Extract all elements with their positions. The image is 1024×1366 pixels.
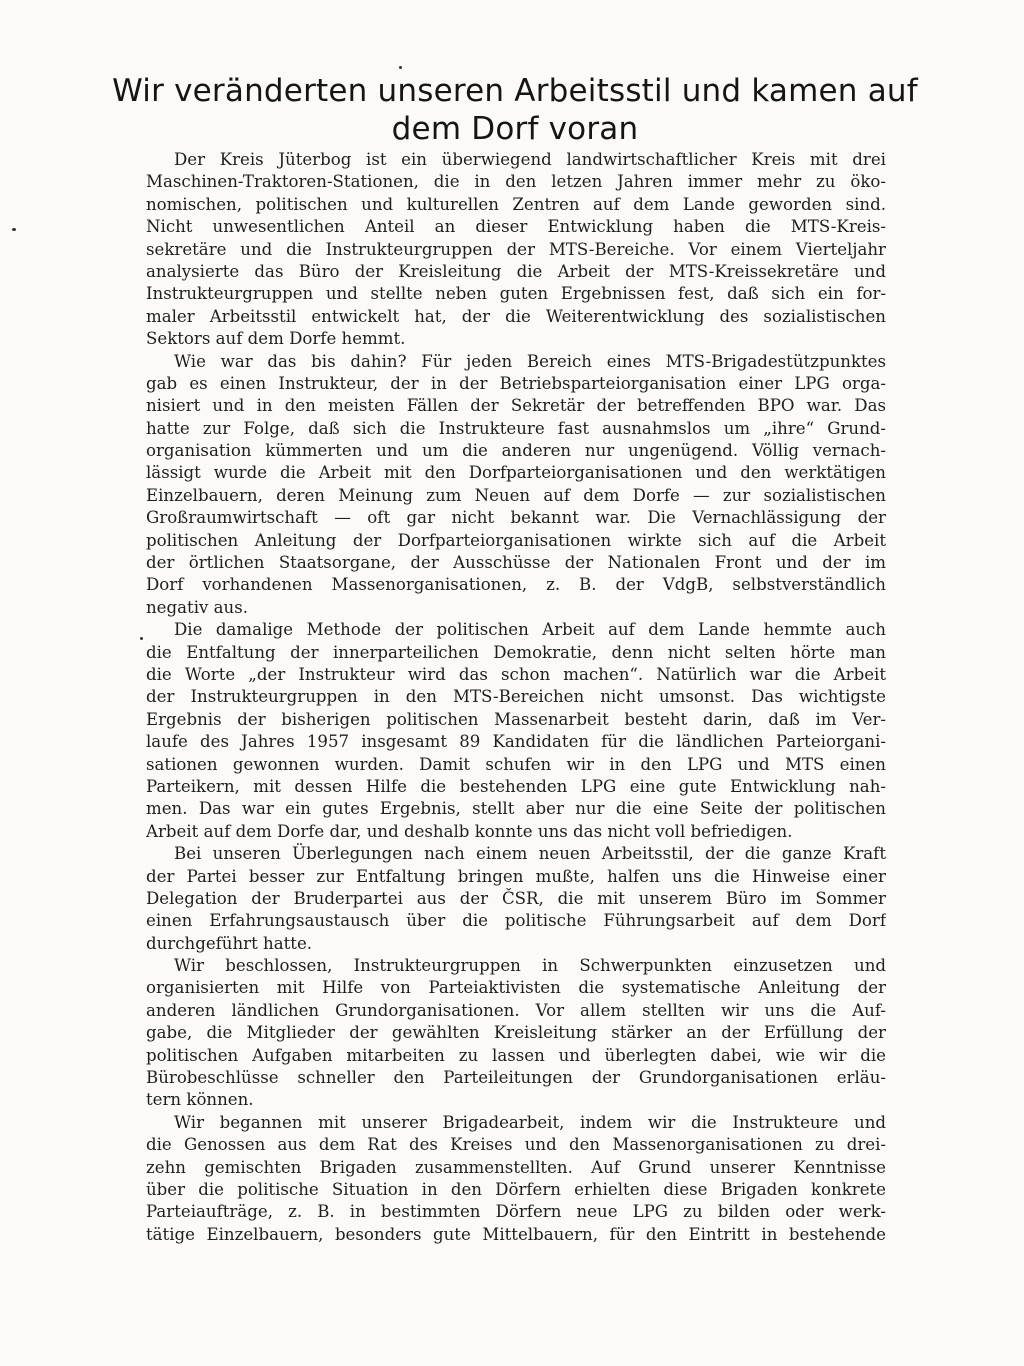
text-line: Instrukteurgruppen und stellte neben guten Ergebnissen fest, daß sich ein for- [146, 284, 886, 304]
text-line: Ergebnis der bisherigen politischen Massenarbeit besteht darin, daß im Ver- [146, 709, 886, 729]
text-line: gab es einen Instrukteur, der in der Betriebsparteiorganisation einer LPG orga- [146, 373, 886, 393]
text-line: Delegation der Bruderpartei aus der ČSR, die mit unserem Büro im Sommer [146, 888, 886, 908]
print-speck [12, 228, 16, 231]
text-line: Parteikern, mit dessen Hilfe die bestehenden LPG eine gute Entwicklung nah- [146, 776, 886, 796]
text-line: Arbeit auf dem Dorfe dar, und deshalb konnte uns das nicht voll befriedigen. [146, 821, 793, 841]
print-speck [140, 637, 143, 640]
text-line: tern können. [146, 1090, 254, 1110]
paragraph-3 [146, 619, 886, 843]
text-line: politischen Aufgaben mitarbeiten zu lassen und überlegten dabei, wie wir die [146, 1045, 886, 1065]
text-line: anderen ländlichen Grundorganisationen. Vor allem stellten wir uns die Auf- [146, 1000, 886, 1020]
text-line: Wir beschlossen, Instrukteurgruppen in Schwerpunkten einzusetzen und [174, 956, 886, 976]
text-line: lässigt wurde die Arbeit mit den Dorfparteiorganisationen und den werktätigen [146, 463, 886, 483]
text-line: der Instrukteurgruppen in den MTS-Bereichen nicht umsonst. Das wichtigste [146, 687, 886, 707]
text-line: laufe des Jahres 1957 insgesamt 89 Kandidaten für die ländlichen Parteiorgani- [146, 732, 886, 752]
text-line: politischen Anleitung der Dorfparteiorganisationen wirkte sich auf die Arbeit [146, 530, 886, 550]
text-line: Einzelbauern, deren Meinung zum Neuen auf dem Dorfe — zur sozialistischen [146, 485, 886, 505]
article-body [146, 149, 886, 1246]
text-line: durchgeführt hatte. [146, 933, 313, 953]
text-line: gabe, die Mitglieder der gewählten Kreisleitung stärker an der Erfüllung der [146, 1023, 886, 1043]
text-line: nisiert und in den meisten Fällen der Sekretär der betreffenden BPO war. Das [146, 396, 886, 416]
text-line: die Entfaltung der innerparteilichen Demokratie, denn nicht selten hörte man [146, 642, 886, 662]
text-line: Nicht unwesentlichen Anteil an dieser Entwicklung haben die MTS-Kreis- [146, 217, 886, 237]
paragraph-1 [146, 149, 886, 351]
text-line: die Worte „der Instrukteur wird das schon machen“. Natürlich war die Arbeit [146, 664, 886, 684]
text-line: tätige Einzelbauern, besonders gute Mittelbauern, für den Eintritt in bestehende [146, 1224, 886, 1244]
text-line: zehn gemischten Brigaden zusammenstellten. Auf Grund unserer Kenntnisse [146, 1157, 886, 1177]
title-line: dem Dorf voran [391, 111, 639, 147]
text-line: Wie war das bis dahin? Für jeden Bereich eines MTS-Brigadestützpunktes [174, 351, 886, 371]
text-line: sationen gewonnen wurden. Damit schufen wir in den LPG und MTS einen [146, 754, 886, 774]
article-title [100, 72, 930, 148]
text-line: Bürobeschlüsse schneller den Parteileitungen der Grundorganisationen erläu- [146, 1068, 886, 1088]
text-line: Sektors auf dem Dorfe hemmt. [146, 329, 406, 349]
paragraph-6 [146, 1112, 886, 1246]
text-line: maler Arbeitsstil entwickelt hat, der die Weiterentwicklung des sozialistischen [146, 306, 886, 326]
text-line: Der Kreis Jüterbog ist ein überwiegend landwirtschaftlicher Kreis mit drei [174, 150, 886, 169]
text-line: Die damalige Methode der politischen Arbeit auf dem Lande hemmte auch [174, 620, 886, 640]
text-line: über die politische Situation in den Dörfern erhielten diese Brigaden konkrete [146, 1179, 886, 1199]
text-line: Wir begannen mit unserer Brigadearbeit, indem wir die Instrukteure und [174, 1112, 886, 1132]
text-line: sekretäre und die Instrukteurgruppen der MTS-Bereiche. Vor einem Vierteljahr [146, 239, 886, 259]
text-line: Bei unseren Überlegungen nach einem neuen Arbeitsstil, der die ganze Kraft [174, 844, 886, 864]
text-line: nomischen, politischen und kulturellen Zentren auf dem Lande geworden sind. [146, 194, 886, 214]
text-line: negativ aus. [146, 597, 249, 617]
paragraph-4 [146, 843, 886, 955]
text-line: organisation kümmerten und um die anderen nur ungenügend. Völlig vernach- [146, 441, 886, 461]
text-line: einen Erfahrungsaustausch über die politische Führungsarbeit auf dem Dorf [146, 911, 886, 931]
text-line: Dorf vorhandenen Massenorganisationen, z. B. der VdgB, selbstverständlich [146, 575, 886, 595]
text-line: die Genossen aus dem Rat des Kreises und den Massenorganisationen zu drei- [146, 1135, 886, 1155]
paragraph-5 [146, 955, 886, 1112]
print-speck [399, 66, 402, 69]
text-line: hatte zur Folge, daß sich die Instrukteure fast ausnahmslos um „ihre“ Grund- [146, 418, 886, 438]
text-line: analysierte das Büro der Kreisleitung die Arbeit der MTS-Kreissekretäre und [146, 261, 886, 281]
text-line: Großraumwirtschaft — oft gar nicht bekannt war. Die Vernachlässigung der [146, 508, 886, 528]
text-line: der örtlichen Staatsorgane, der Ausschüsse der Nationalen Front und der im [146, 553, 886, 573]
text-line: Maschinen-Traktoren-Stationen, die in den letzen Jahren immer mehr zu öko- [146, 172, 886, 192]
paragraph-2 [146, 351, 886, 620]
text-line: Parteiaufträge, z. B. in bestimmten Dörfern neue LPG zu bilden oder werk- [146, 1202, 886, 1222]
title-line: Wir veränderten unseren Arbeitsstil und kamen auf [112, 73, 918, 109]
text-line: men. Das war ein gutes Ergebnis, stellt aber nur die eine Seite der politischen [146, 799, 886, 819]
text-line: der Partei besser zur Entfaltung bringen mußte, halfen uns die Hinweise einer [146, 866, 886, 886]
text-line: organisierten mit Hilfe von Parteiaktivisten die systematische Anleitung der [146, 978, 886, 998]
